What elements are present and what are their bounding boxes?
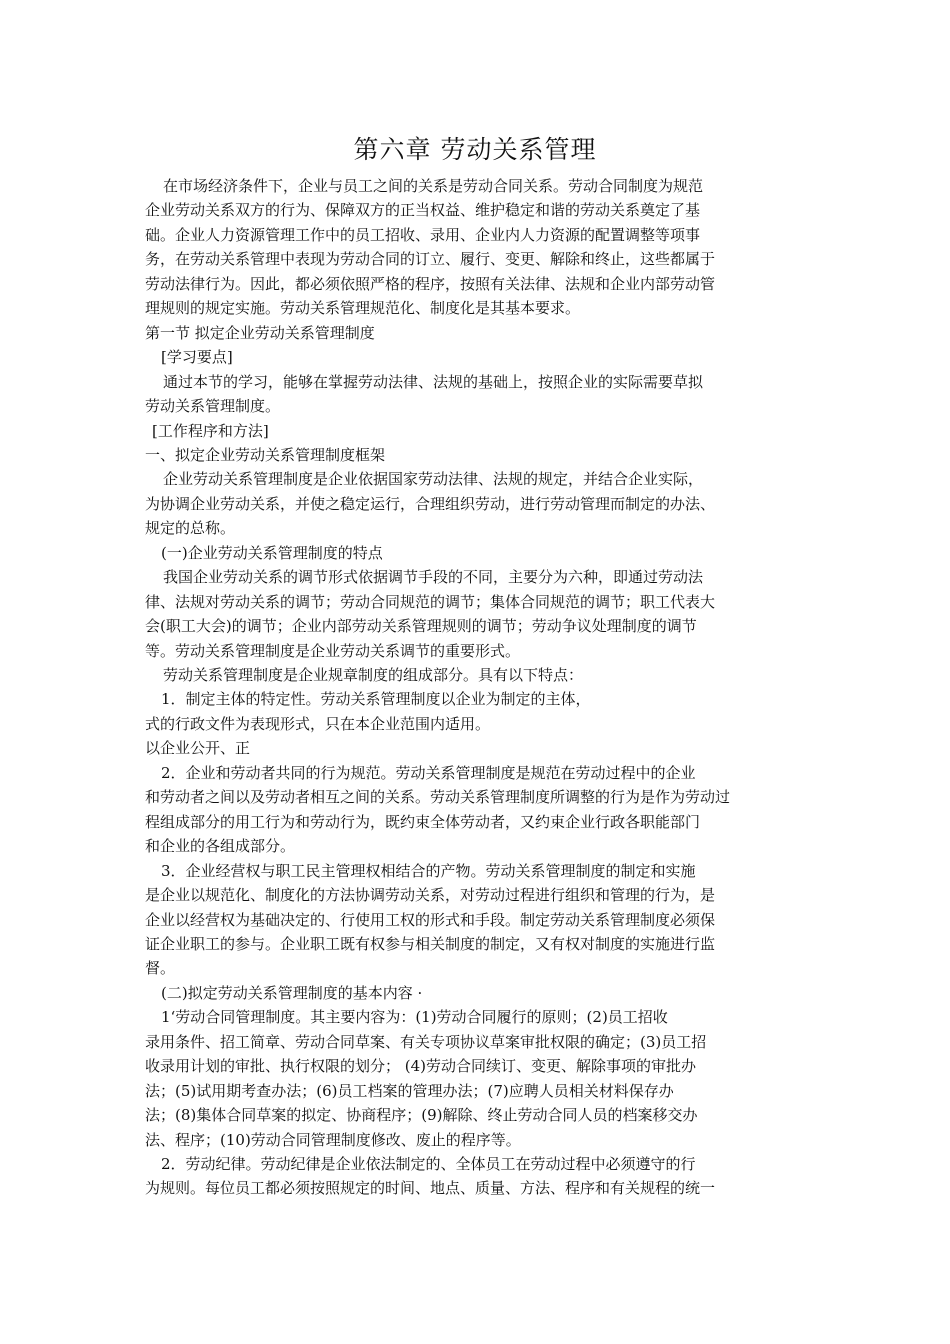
text-line: 和企业的各组成部分。 xyxy=(145,837,296,855)
text-line: 是企业以规范化、制度化的方法协调劳动关系，对劳动过程进行组织和管理的行为，是 xyxy=(145,886,716,904)
text-line: 础。企业人力资源管理工作中的员工招收、录用、企业内人力资源的配置调整等项事 xyxy=(145,226,701,244)
text-line: 1．制定主体的特定性。劳动关系管理制度以企业为制定的主体， xyxy=(161,690,591,708)
text-line: [学习要点] xyxy=(161,348,233,366)
text-line: 程组成部分的用工行为和劳动行为，既约束全体劳动者，又约束企业行政各职能部门 xyxy=(145,813,701,831)
text-line: 为规则。每位员工都必须按照规定的时间、地点、质量、方法、程序和有关规程的统一 xyxy=(145,1179,716,1197)
text-line: 法；(5)试用期考查办法；(6)员工档案的管理办法；(7)应聘人员相关材料保存办 xyxy=(145,1082,674,1100)
text-line: (一)企业劳动关系管理制度的特点 xyxy=(161,544,383,562)
text-line: 3．企业经营权与职工民主管理权相结合的产物。劳动关系管理制度的制定和实施 xyxy=(161,862,696,880)
text-line: 式的行政文件为表现形式，只在本企业范围内适用。 xyxy=(145,715,491,733)
text-line: 劳动关系管理制度是企业规章制度的组成部分。具有以下特点： xyxy=(163,666,584,684)
text-line: 1‘劳动合同管理制度。其主要内容为：(1)劳动合同履行的原则；(2)员工招收 xyxy=(161,1008,668,1026)
text-line: 录用条件、招工简章、劳动合同草案、有关专项协议草案审批权限的确定；(3)员工招 xyxy=(145,1033,707,1051)
text-line: 理规则的规定实施。劳动关系管理规范化、制度化是其基本要求。 xyxy=(145,299,581,317)
text-line: [工作程序和方法] xyxy=(152,422,269,440)
text-line: 法、程序；(10)劳动合同管理制度修改、废止的程序等。 xyxy=(145,1131,521,1149)
text-line: 法；(8)集体合同草案的拟定、协商程序；(9)解除、终止劳动合同人员的档案移交办 xyxy=(145,1106,698,1124)
text-line: 律、法规对劳动关系的调节；劳动合同规范的调节；集体合同规范的调节；职工代表大 xyxy=(145,593,716,611)
text-line: 为协调企业劳动关系，并使之稳定运行，合理组织劳动，进行劳动管理而制定的办法、 xyxy=(145,495,716,513)
text-line: 以企业公开、正 xyxy=(145,739,251,757)
text-line: 我国企业劳动关系的调节形式依据调节手段的不同，主要分为六种，即通过劳动法 xyxy=(163,568,704,586)
text-line: 第一节 拟定企业劳动关系管理制度 xyxy=(145,324,375,342)
text-line: 务，在劳动关系管理中表现为劳动合同的订立、履行、变更、解除和终止，这些都属于 xyxy=(145,250,716,268)
text-line: 和劳动者之间以及劳动者相互之间的关系。劳动关系管理制度所调整的行为是作为劳动过 xyxy=(145,788,731,806)
text-line: 2．企业和劳动者共同的行为规范。劳动关系管理制度是规范在劳动过程中的企业 xyxy=(161,764,696,782)
text-line: 企业劳动关系双方的行为、保障双方的正当权益、维护稳定和谐的劳动关系奠定了基 xyxy=(145,201,701,219)
text-line: 2．劳动纪律。劳动纪律是企业依法制定的、全体员工在劳动过程中必须遵守的行 xyxy=(161,1155,696,1173)
text-line: 劳动关系管理制度。 xyxy=(145,397,281,415)
text-line: 企业以经营权为基础决定的、行使用工权的形式和手段。制定劳动关系管理制度必须保 xyxy=(145,911,716,929)
text-line: 通过本节的学习，能够在掌握劳动法律、法规的基础上，按照企业的实际需要草拟 xyxy=(163,373,704,391)
text-line: 收录用计划的审批、执行权限的划分； (4)劳动合同续订、变更、解除事项的审批办 xyxy=(145,1057,697,1075)
text-line: 督。 xyxy=(145,959,176,977)
text-line: 规定的总称。 xyxy=(145,519,236,537)
text-line: 一、拟定企业劳动关系管理制度框架 xyxy=(145,446,386,464)
text-line: 等。劳动关系管理制度是企业劳动关系调节的重要形式。 xyxy=(145,642,521,660)
text-line: 劳动法律行为。因此，都必须依照严格的程序，按照有关法律、法规和企业内部劳动管 xyxy=(145,275,716,293)
text-line: 企业劳动关系管理制度是企业依据国家劳动法律、法规的规定，并结合企业实际， xyxy=(163,470,704,488)
text-line: 证企业职工的参与。企业职工既有权参与相关制度的制定，又有权对制度的实施进行监 xyxy=(145,935,716,953)
chapter-title: 第六章 劳动关系管理 xyxy=(353,135,597,164)
text-line: (二)拟定劳动关系管理制度的基本内容 · xyxy=(161,984,423,1002)
text-line: 会(职工大会)的调节；企业内部劳动关系管理规则的调节；劳动争议处理制度的调节 xyxy=(145,617,697,635)
text-line: 在市场经济条件下，企业与员工之间的关系是劳动合同关系。劳动合同制度为规范 xyxy=(163,177,704,195)
